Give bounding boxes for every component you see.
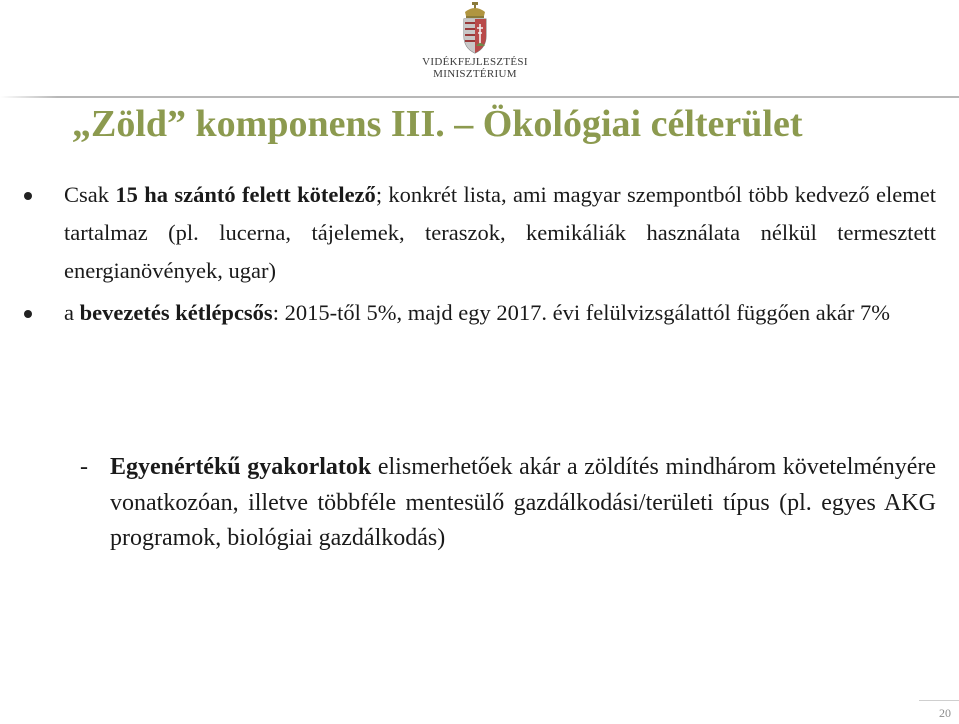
- dash-list-item: [80, 450, 936, 557]
- bullet-item: [20, 294, 936, 332]
- bullet-text-part: ; konkrét lista, ami magyar szempontból több kedvező elemet tartalmaz (pl. lucerna, tájelemek, teraszok, kemikáliák használata nélkül termesztett energianövények, ugar): [64, 182, 937, 283]
- page-number: 20: [939, 706, 951, 720]
- dash-text-bold: Egyenértékű gyakorlatok: [110, 454, 372, 480]
- slide-title: „Zöld” komponens III. – Ökológiai célterület: [72, 103, 803, 145]
- footer-divider: [919, 700, 959, 701]
- bullet-text-part: : 2015-től 5%, majd egy 2017. évi felülvizsgálattól függően akár 7%: [272, 300, 891, 325]
- hungarian-coat-of-arms-icon: [460, 2, 490, 56]
- dash-marker: -: [80, 454, 88, 480]
- bullet-item: [20, 176, 936, 290]
- bullet-list: [20, 176, 936, 332]
- ministry-name-line1: VIDÉKFEJLESZTÉSI: [422, 56, 528, 68]
- bullet-text-part: Csak: [64, 182, 116, 207]
- bullet-icon: [24, 310, 32, 318]
- bullet-text-bold: bevezetés kétlépcsős: [79, 300, 273, 325]
- ministry-logo: [408, 2, 542, 88]
- bullet-text-part: a: [64, 300, 80, 325]
- bullet-icon: [24, 192, 32, 200]
- dash-text-part: elismerhetőek akár a zöldítés mindhárom követelményére vonatkozóan, illetve többféle mentesülő gazdálkodási/területi típus (pl. egyes AKG programok, biológiai gazdálkodás): [110, 454, 936, 551]
- ministry-name-line2: MINISZTÉRIUM: [433, 68, 517, 80]
- bullet-text-bold: 15 ha szántó felett kötelező: [115, 182, 376, 207]
